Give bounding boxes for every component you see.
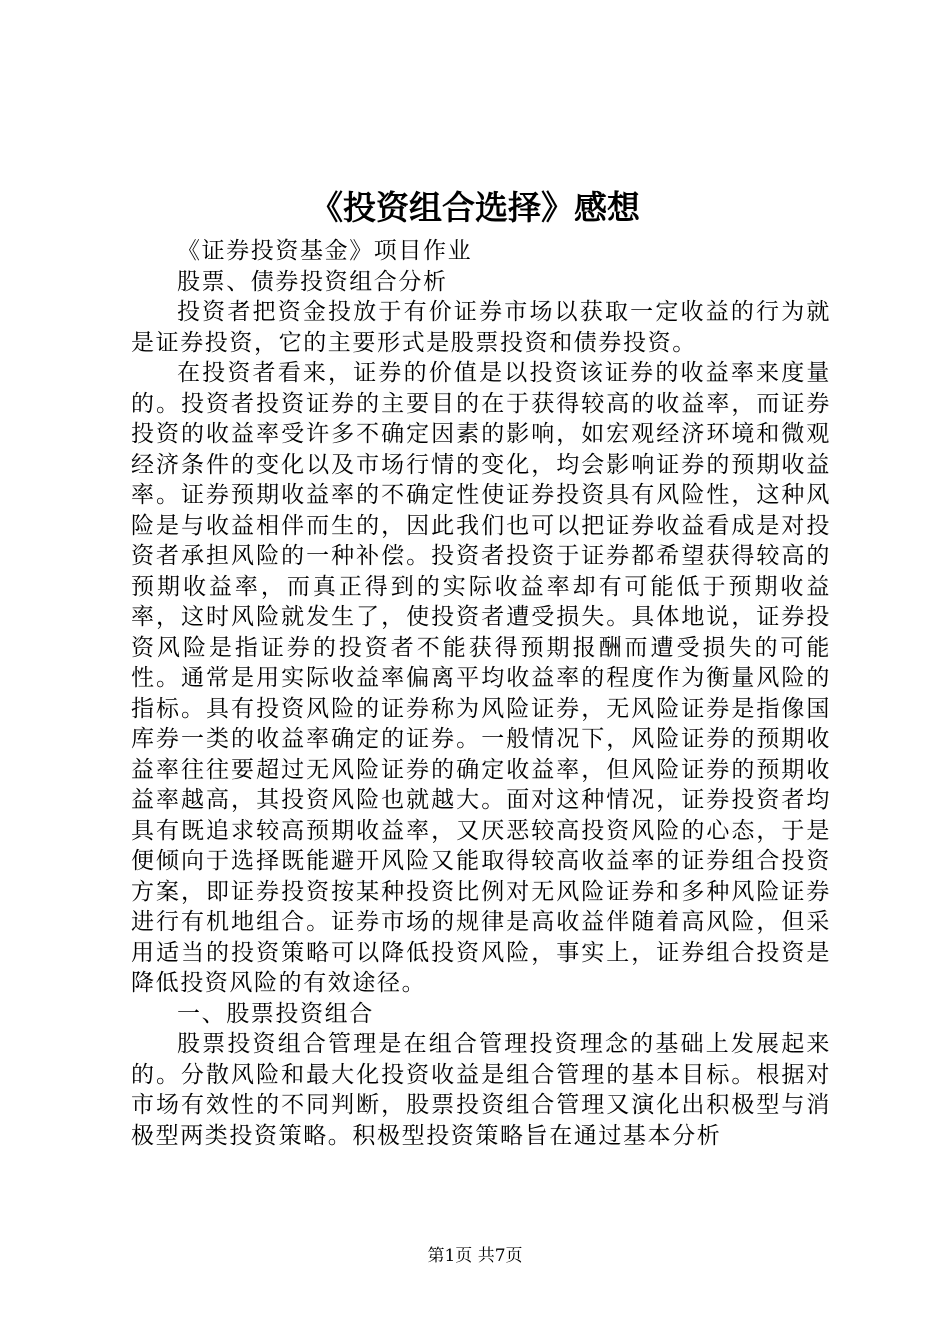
section-heading-stock-portfolio: 一、股票投资组合 — [177, 1000, 374, 1027]
paragraph-risk-discussion: 在投资者看来，证券的价值是以投资该证券的收益率来度量的。投资者投资证券的主要目的在于获得较高的收益率，而证券投资的收益率受许多不确定因素的影响，如宏观经济环境和微观经济条件的变化以及市场行情的变化，均会影响证券的预期收益率。证券预期收益率的不确定性使证券投资具有风险性，这种风险是与收益相伴而生的，因此我们也可以把证券收益看成是对投资者承担风险的一种补偿。投资者投资于证券都希望获得较高的预期收益率，而真正得到的实际收益率却有可能低于预期收益率，这时风险就发生了，使投资者遭受损失。具体地说，证券投资风险是指证券的投资者不能获得预期报酬而遭受损失的可能性。通常是用实际收益率偏离平均收益率的程度作为衡量风险的指标。具有投资风险的证券称为风险证券，无风险证券是指像国库券一类的收益率确定的证券。一般情况下，风险证券的预期收益率往往要超过无风险证券的确定收益率，但风险证券的预期收益率越高，其投资风险也就越大。面对这种情况，证券投资者均具有既追求较高预期收益率，又厌恶较高投资风险的心态，于是便倾向于选择既能避开风险又能取得较高收益率的证券组合投资方案，即证券投资按某种投资比例对无风险证券和多种风险证券进行有机地组合。证券市场的规律是高收益伴随着高风险，但采用适当的投资策略可以降低投资风险，事实上，证券组合投资是降低投资风险的有效途径。 — [131, 360, 831, 996]
page-footer: 第1页 共7页 — [427, 1246, 523, 1266]
paragraph-course-assignment: 《证券投资基金》项目作业 — [177, 238, 473, 264]
paragraph-stock-portfolio: 股票投资组合管理是在组合管理投资理念的基础上发展起来的。分散风险和最大化投资收益是组合管理的基本目标。根据对市场有效性的不同判断，股票投资组合管理又演化出积极型与消极型两类投资策略。积极型投资策略旨在通过基本分析 — [131, 1031, 831, 1149]
paragraph-intro: 投资者把资金投放于有价证券市场以获取一定收益的行为就是证券投资，它的主要形式是股票投资和债券投资。 — [131, 299, 831, 356]
document-title: 《投资组合选择》感想 — [310, 188, 640, 227]
paragraph-subtitle: 股票、债券投资组合分析 — [177, 268, 448, 295]
document-body — [131, 236, 831, 1151]
